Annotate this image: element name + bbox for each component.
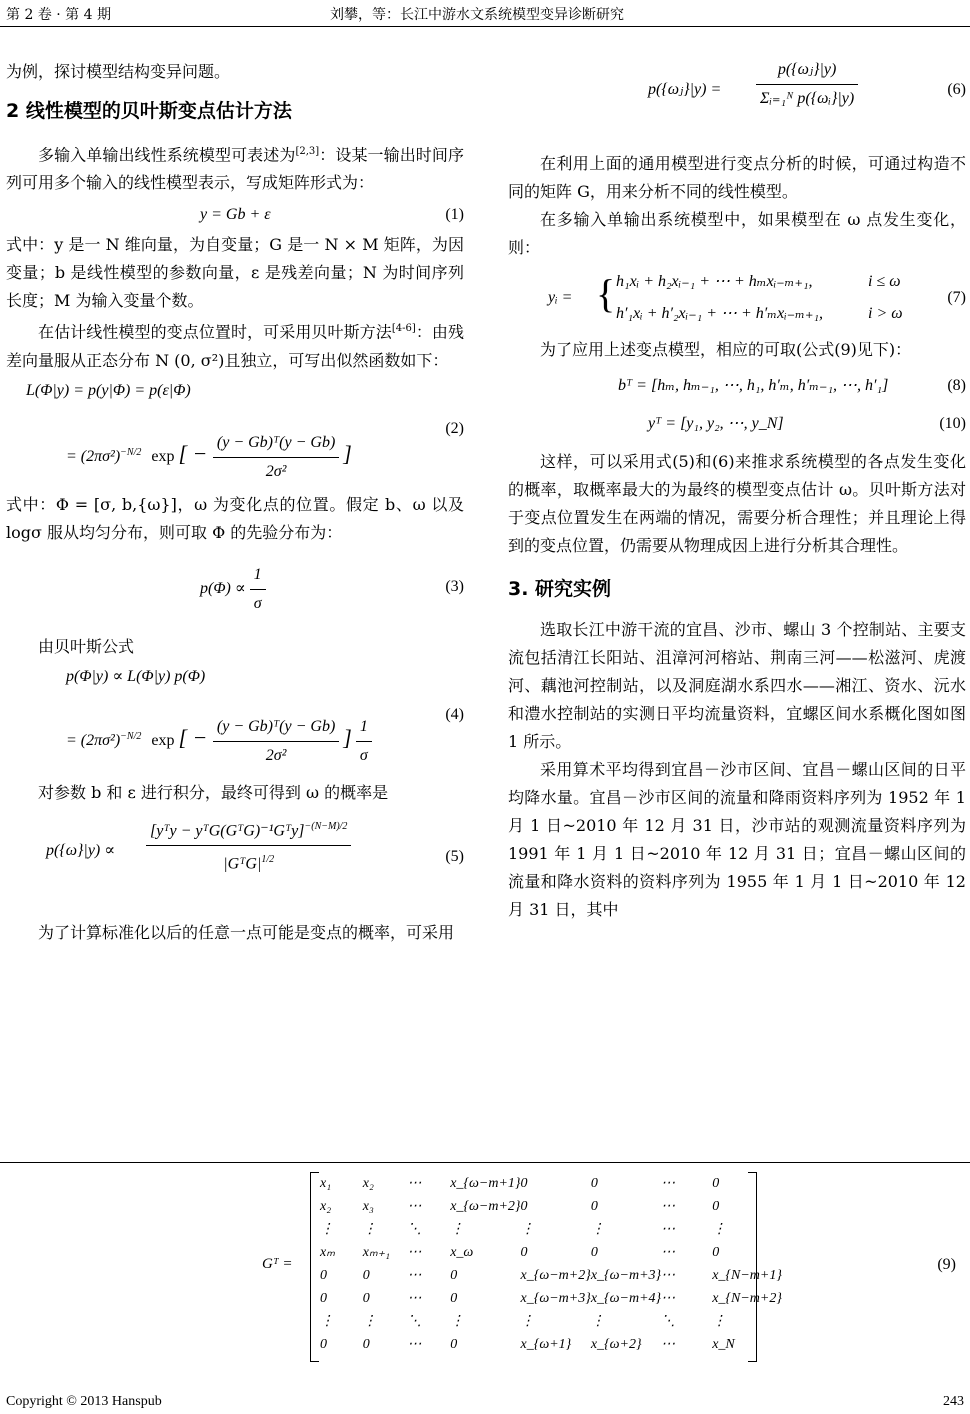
running-header — [0, 0, 970, 26]
matrix-cell: x₂ — [320, 1198, 332, 1214]
paragraph: 为了计算标准化以后的任意一点可能是变点的概率，可采用 — [38, 922, 455, 942]
matrix-cell: x_{ω+1} — [520, 1336, 572, 1352]
matrix-row — [320, 1287, 782, 1310]
equation-9-number: (9) — [937, 1256, 956, 1273]
matrix-row — [320, 1172, 782, 1195]
paragraph: 在估计线性模型的变点位置时，可采用贝叶斯方法[4-6]：由残差向量服从正态分布 N (0, σ²)且独立，可写出似然函数如下： — [6, 322, 464, 370]
matrix-cell: ⋮ — [712, 1222, 727, 1237]
matrix-cell: 0 — [712, 1244, 720, 1260]
paragraph: 选取长江中游干流的宜昌、沙市、螺山 3 个控制站、主要支流包括清江长阳站、沮漳河河榕站、荆南三河——松滋河、虎渡河、藕池河控制站，以及洞庭湖水系四水——湘江、资水、沅水和澧水控制站的实测日平均流量资料，宜螺区间水系概化图如图 1 所示。 — [508, 620, 966, 751]
matrix-cell: 0 — [362, 1290, 370, 1306]
paragraph: 在利用上面的通用模型进行变点分析的时候，可通过构造不同的矩阵 G，用来分析不同的线性模型。 — [508, 154, 966, 201]
paragraph: 采用算术平均得到宜昌－沙市区间、宜昌－螺山区间的日平均降水量。宜昌－沙市区间的流量和降雨资料序列为 1952 年 1 月 1 日~2010 年 12 月 31 日，沙市站的观测流量资料序列为 1991 年 1 月 1 日~2010 年 12 月 31 日；宜昌－螺山区间的流量和降水资料的资料序列为 1955 年 1 月 1 日~2010 年 12 月 31 日，其中 — [508, 760, 966, 919]
matrix-cell: 0 — [520, 1244, 528, 1260]
right-column — [508, 46, 966, 924]
matrix-bracket-right — [748, 1172, 757, 1362]
matrix-cell: ⋮ — [590, 1222, 605, 1237]
matrix-cell: ⋯ — [661, 1199, 676, 1214]
matrix-cell: ⋮ — [520, 1222, 535, 1237]
matrix-cell: ⋮ — [520, 1314, 535, 1329]
matrix-cell: x_{ω−m+3} — [520, 1290, 591, 1306]
equation-9 — [262, 1172, 782, 1362]
matrix-cell: ⋯ — [661, 1337, 676, 1352]
matrix-row — [320, 1241, 782, 1264]
matrix-cell: ⋮ — [320, 1222, 334, 1237]
matrix-cell: ⋮ — [362, 1222, 377, 1237]
equation-3: p(Φ) ∝ $\frac{1}{\sigma}$ (3) — [6, 547, 464, 633]
matrix-cell: ⋮ — [450, 1222, 465, 1237]
matrix-cell: 0 — [362, 1336, 370, 1352]
matrix-cell: ⋯ — [661, 1222, 676, 1237]
matrix-cell: 0 — [590, 1175, 598, 1191]
matrix-cell: x_{ω−m+1} — [450, 1175, 521, 1191]
matrix-cell: 0 — [520, 1175, 528, 1191]
section-heading-3: 3. 研究实例 — [508, 578, 612, 600]
matrix-cell: ⋮ — [450, 1314, 465, 1329]
header-volume: 第 2 卷 · 第 4 期 — [6, 7, 111, 23]
matrix-row — [320, 1195, 782, 1218]
matrix-cell: ⋮ — [590, 1314, 605, 1329]
matrix-cell: x_{N−m+2} — [712, 1290, 782, 1306]
page-footer — [6, 1394, 964, 1410]
matrix-cell: ⋯ — [407, 1245, 422, 1260]
footnote-rule — [0, 1162, 970, 1163]
header-title: 刘攀，等：长江中游水文系统模型变异诊断研究 — [330, 7, 624, 23]
matrix-cell: 0 — [320, 1336, 327, 1352]
matrix-cell: x_{ω−m+4} — [590, 1290, 662, 1306]
matrix-cell: ⋯ — [407, 1291, 422, 1306]
equation-5: p({ω}|y) ∝ $\frac{[yᵀy - yᵀG(GᵀG)^{-1}Gᵀy]^{-(N-M)/2}}{|GᵀG|^{1/2}}$ (5) — [6, 807, 464, 919]
matrix-cell: ⋯ — [661, 1245, 676, 1260]
matrix-cell: ⋮ — [712, 1314, 727, 1329]
equation-8: bᵀ = [hₘ, hₘ₋₁, ⋯, h₁, h′ₘ, h′ₘ₋₁, ⋯, h′₁] (8) — [618, 377, 966, 394]
matrix-cell: ⋯ — [661, 1291, 676, 1306]
matrix-cell: 0 — [590, 1198, 598, 1214]
matrix-cell: ⋯ — [407, 1268, 422, 1283]
matrix-bracket-left — [310, 1172, 319, 1362]
matrix-cell: 0 — [712, 1198, 720, 1214]
matrix-cell: x_{N−m+1} — [712, 1267, 782, 1283]
section-heading-2: 2 线性模型的贝叶斯变点估计方法 — [6, 100, 292, 122]
paragraph: 由贝叶斯公式 — [38, 636, 135, 656]
paragraph: 对参数 b 和 ε 进行积分，最终可得到 ω 的概率是 — [38, 782, 389, 802]
matrix-cell: ⋱ — [661, 1314, 676, 1329]
paragraph: 式中：y 是一 N 维向量，为自变量；G 是一 N × M 矩阵，为因变量；b 是线性模型的参数向量，ε 是残差向量；N 为时间序列长度；M 为输入变量个数。 — [6, 235, 464, 311]
matrix-cell: ⋯ — [661, 1268, 676, 1283]
matrix-cell: x_{ω−m+2} — [450, 1198, 521, 1214]
matrix-cell: 0 — [450, 1336, 458, 1352]
matrix-cell: 0 — [450, 1267, 458, 1283]
matrix-cell: 0 — [712, 1175, 720, 1191]
matrix-cell: ⋯ — [407, 1176, 422, 1191]
matrix-cell: x_ω — [450, 1244, 474, 1260]
matrix-cell: ⋱ — [407, 1222, 422, 1237]
matrix-cell: x_N — [712, 1336, 735, 1352]
equation-7: yᵢ = { h₁xᵢ + h₂xᵢ₋₁ + ⋯ + hₘxᵢ₋ₘ₊₁, i ≤ ω h′₁xᵢ + h′₂xᵢ₋₁ + ⋯ + h′ₘxᵢ₋ₘ₊₁, i > ω (7) — [548, 271, 966, 322]
equation-10: yᵀ = [y₁, y₂, ⋯, y_N] (10) — [648, 415, 966, 432]
matrix-cell: 0 — [520, 1198, 528, 1214]
paragraph: 式中：Φ = [σ, b,{ω}]，ω 为变化点的位置。假定 b、ω 以及 logσ 服从均匀分布，则可取 Φ 的先验分布为： — [6, 494, 464, 542]
matrix-cell: ⋯ — [661, 1176, 676, 1191]
equation-4: p(Φ|y) ∝ L(Φ|y) p(Φ) = $(2\pi\sigma^2)^{-N/2}$ exp [ − $\frac{\text{(y − Gb)ᵀ(y − Gb)}}{\text{2σ²}}$ ] $\frac{1}{\sigma}$ (4) — [66, 667, 464, 764]
matrix-cell: x₂ — [362, 1175, 374, 1191]
matrix-cell: ⋯ — [407, 1337, 422, 1352]
matrix-cell: x_{ω+2} — [590, 1336, 642, 1352]
matrix-cell: ⋯ — [407, 1199, 422, 1214]
equation-1: y = Gb + ε (1) — [200, 206, 464, 224]
equation-6: p({ωⱼ}|y) = $\frac{\text{p(\{ωⱼ\}|y)}}{\text{Σᵢ₌₁ᴺ p(\{ωᵢ\}|y)}}$ (6) — [508, 46, 966, 150]
matrix-row — [320, 1264, 782, 1287]
matrix-label: Gᵀ = — [262, 1256, 293, 1272]
matrix-row — [320, 1310, 782, 1333]
equation-2: L(Φ|y) = p(y|Φ) = p(ε|Φ) = $(2\pi\sigma^2)^{-N/2}$ exp [ − $\frac{\text{(y − Gb)ᵀ(y − Gb)}}{\text{2σ²}}$ ] (2) — [26, 381, 464, 480]
matrix-cell: ⋱ — [407, 1314, 422, 1329]
matrix-cell: ⋮ — [320, 1314, 334, 1329]
matrix-cell: x_{ω−m+3} — [590, 1267, 662, 1283]
matrix-cell: 0 — [320, 1290, 327, 1306]
matrix-cell: ⋮ — [362, 1314, 377, 1329]
paragraph: 在多输入单输出系统模型中，如果模型在 ω 点发生变化，则： — [508, 210, 966, 257]
matrix-cell: x₃ — [362, 1198, 374, 1214]
left-column — [6, 46, 464, 947]
matrix-table — [320, 1172, 782, 1356]
matrix-cell: xₘ — [320, 1245, 335, 1260]
header-rule — [0, 26, 970, 27]
matrix-row — [320, 1333, 782, 1356]
matrix-cell: 0 — [362, 1267, 370, 1283]
copyright: Copyright © 2013 Hanspub — [6, 1394, 162, 1409]
paragraph: 多输入单输出线性系统模型可表述为[2,3]：设某一输出时间序列可用多个输入的线性模型表示，写成矩阵形式为： — [6, 145, 464, 193]
paragraph: 为例，探讨模型结构变异问题。 — [6, 62, 231, 81]
matrix-cell: 0 — [450, 1290, 458, 1306]
matrix-row — [320, 1218, 782, 1241]
paragraph: 这样，可以采用式(5)和(6)来推求系统模型的各点发生变化的概率，取概率最大的为最终的模型变点估计 ω。贝叶斯方法对于变点位置发生在两端的情况，需要分析合理性；并且理论上得到的变点位置，仍需要从物理成因上进行分析其合理性。 — [508, 452, 966, 555]
page-number: 243 — [943, 1394, 964, 1409]
matrix-cell: 0 — [320, 1267, 327, 1283]
matrix-cell: x₁ — [320, 1175, 332, 1191]
matrix-cell: xₘ₊₁ — [362, 1245, 390, 1260]
matrix-cell: 0 — [590, 1244, 598, 1260]
paragraph: 为了应用上述变点模型，相应的可取(公式(9)见下)： — [540, 340, 912, 359]
matrix-cell: x_{ω−m+2} — [520, 1267, 591, 1283]
